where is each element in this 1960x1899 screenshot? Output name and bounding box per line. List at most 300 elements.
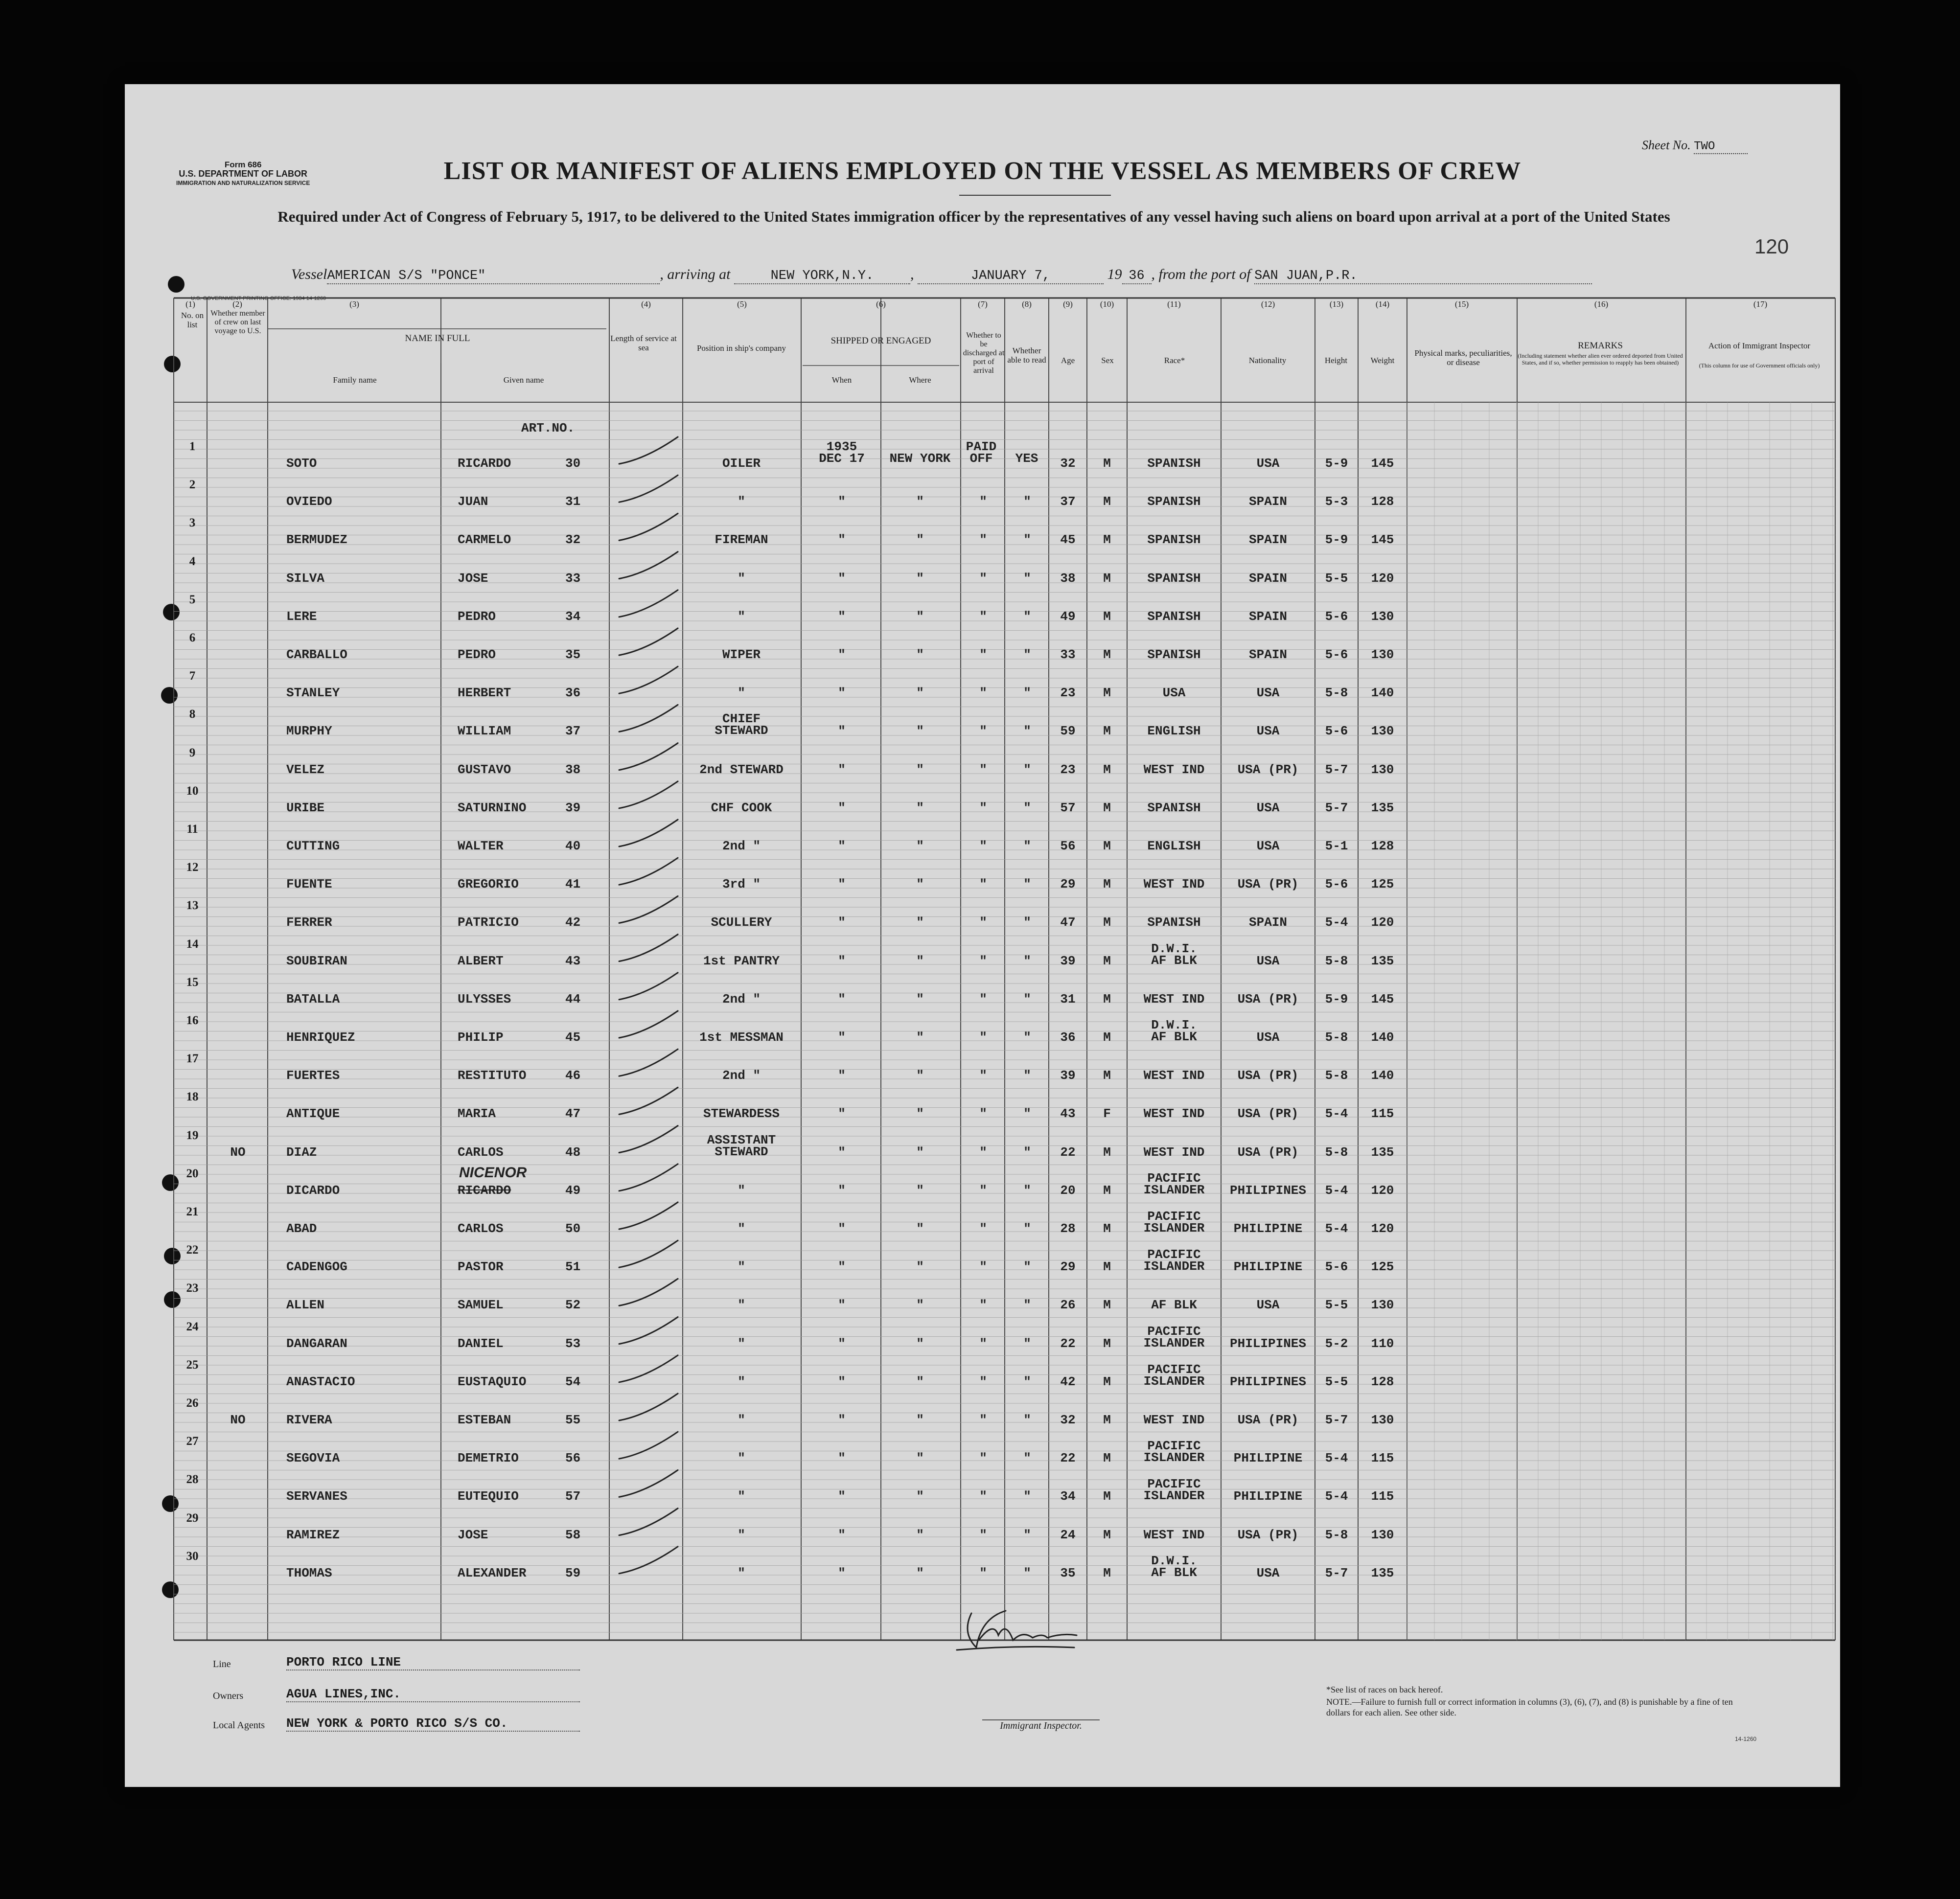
page-subtitle: Required under Act of Congress of February 5, 1917, to be delivered to the United States immigration officer by the representatives of any vessel having such aliens on board upon arrival at a port of the United States [277,208,1670,225]
family-name-cell: FERRER [286,915,332,930]
nationality-cell: USA (PR) [1237,762,1299,777]
discharge-cell: " [979,1221,987,1236]
service-tick-mark [619,705,678,732]
height-cell: 5-9 [1325,456,1348,471]
row-number: 9 [189,746,196,759]
art-no-cell: 56 [565,1451,581,1466]
race-cell: AF BLK [1151,953,1197,968]
owners-value: AGUA LINES,INC. [286,1687,580,1702]
column-number: (1) [185,299,195,309]
family-name-cell: STANLEY [286,686,340,701]
shipped-when-cell: " [838,571,846,586]
sex-cell: M [1103,724,1111,739]
shipped-where-cell: " [916,877,924,892]
service-tick-mark [619,1279,678,1305]
position-cell: " [738,571,745,586]
read-cell: " [1023,1451,1031,1466]
nationality-cell: PHILIPINES [1229,1183,1307,1198]
race-cell: WEST IND [1143,1527,1205,1542]
shipped-where-cell: " [916,1451,924,1466]
race-cell: PACIFIC [1147,1324,1201,1339]
discharge-off: OFF [969,451,993,466]
shipped-where-cell: " [916,1144,924,1160]
position-cell: FIREMAN [715,532,768,548]
row-number: 19 [186,1128,199,1142]
discharge-cell: " [979,494,987,509]
race-cell: SPANISH [1147,494,1201,509]
position-cell: " [738,1527,745,1542]
shipped-when-cell: " [838,647,846,662]
age-cell: 31 [1060,991,1076,1007]
height-cell: 5-4 [1325,1489,1348,1504]
weight-cell: 135 [1371,800,1394,815]
position-cell: " [738,686,745,701]
col-given-name-header: Given name [503,375,544,385]
age-cell: 20 [1060,1183,1076,1198]
art-no-cell: 41 [565,877,581,892]
col-discharge-header: Whether to be discharged at port of arrival [963,331,1005,375]
form-code: 14-1260 [1735,1736,1757,1742]
sex-cell: M [1103,762,1111,777]
inspector-label: Immigrant Inspector. [982,1719,1100,1732]
discharge-cell: " [979,800,987,815]
discharge-cell: " [979,877,987,892]
height-cell: 5-2 [1325,1336,1348,1351]
shipped-when-cell: " [838,1183,846,1198]
shipped-when-cell: " [838,1259,846,1275]
given-name-cell: DANIEL [458,1336,504,1351]
given-name-cell: GUSTAVO [458,762,511,777]
shipped-where-cell: " [916,1183,924,1198]
service-tick-mark [619,973,678,1000]
weight-cell: 120 [1371,571,1394,586]
row-number: 15 [186,975,199,989]
manifest-sheet [125,84,1840,1787]
position-cell: 2nd " [722,1068,761,1083]
given-name-cell: PATRICIO [458,915,519,930]
art-no-cell: 36 [565,686,581,701]
shipped-when-cell: " [838,1144,846,1160]
shipped-where-cell: " [916,1030,924,1045]
discharge-cell: " [979,839,987,853]
col-when-header: When [831,375,852,385]
position-cell: 2nd " [722,839,761,853]
race-cell: WEST IND [1143,1068,1205,1083]
weight-cell: 128 [1371,839,1394,853]
weight-cell: 128 [1371,494,1394,509]
position-cell: SCULLERY [711,915,772,930]
arriving-port: NEW YORK,N.Y. [734,269,910,284]
agents-value: NEW YORK & PORTO RICO S/S CO. [286,1716,580,1732]
row-number: 22 [186,1243,199,1257]
family-name-cell: DANGARAN [286,1336,347,1351]
nationality-cell: SPAIN [1248,915,1287,930]
column-number: (10) [1100,299,1114,309]
race-cell: SPANISH [1147,647,1201,662]
col-race-header: Race* [1164,356,1185,365]
nationality-cell: USA [1256,839,1280,853]
position-cell: 2nd STEWARD [699,762,784,777]
col-position-header: Position in ship's company [696,343,786,353]
sex-cell: M [1103,1527,1111,1542]
service-tick-mark [619,1470,678,1497]
height-cell: 5-6 [1325,647,1348,662]
position-cell: STEWARD [715,723,768,738]
shipped-when-cell: " [838,877,846,892]
able-to-read: YES [1015,451,1038,466]
nationality-cell: USA [1256,1298,1280,1313]
art-no-cell: 43 [565,953,581,968]
position-cell: " [738,1336,745,1351]
row-number: 14 [186,937,199,951]
sex-cell: M [1103,532,1111,548]
height-cell: 5-7 [1325,762,1348,777]
discharge-cell: " [979,571,987,586]
nationality-cell: PHILIPINE [1233,1451,1303,1466]
sheet-label: Sheet No. [1642,138,1691,152]
read-cell: " [1023,877,1031,892]
race-cell: D.W.I. [1151,1553,1197,1568]
height-cell: 5-8 [1325,1068,1348,1083]
service-tick-mark [619,896,678,923]
height-cell: 5-3 [1325,494,1348,509]
read-cell: " [1023,1106,1031,1121]
sex-cell: M [1103,647,1111,662]
discharge-cell: " [979,686,987,701]
read-cell: " [1023,1068,1031,1083]
column-number: (16) [1594,299,1609,309]
position-cell: STEWARD [715,1144,768,1159]
height-cell: 5-7 [1325,800,1348,815]
weight-cell: 145 [1371,991,1394,1007]
weight-cell: 120 [1371,915,1394,930]
nationality-cell: SPAIN [1248,571,1287,586]
art-no-cell: 30 [565,456,581,471]
art-no-cell: 59 [565,1565,581,1580]
weight-cell: 130 [1371,1298,1394,1313]
race-cell: SPANISH [1147,532,1201,548]
sex-cell: M [1103,1451,1111,1466]
agents-label: Local Agents [213,1720,265,1731]
family-name-cell: ANASTACIO [286,1374,355,1389]
row-number: 12 [186,861,199,874]
position-cell: OILER [722,456,761,471]
service-tick-mark [619,1087,678,1114]
age-cell: 56 [1060,839,1076,853]
given-name-cell: SAMUEL [458,1298,504,1313]
sex-cell: M [1103,953,1111,968]
position-cell: WIPER [722,647,761,662]
age-cell: 28 [1060,1221,1076,1236]
service-tick-mark [619,1126,678,1153]
race-cell: ENGLISH [1147,839,1201,853]
from-port: SAN JUAN,P.R. [1254,269,1592,284]
race-cell: SPANISH [1147,915,1201,930]
read-cell: " [1023,1413,1031,1427]
race-cell: AF BLK [1151,1565,1197,1580]
sex-cell: F [1103,1106,1111,1121]
art-no-cell: 50 [565,1221,581,1236]
service-tick-mark [619,628,678,655]
inspector-signature [957,1611,1077,1650]
read-cell: " [1023,1374,1031,1389]
position-cell: 2nd " [722,991,761,1007]
discharge-cell: " [979,1336,987,1351]
col-where-header: Where [909,375,931,385]
read-cell: " [1023,1336,1031,1351]
discharge-cell: " [979,1489,987,1504]
nationality-cell: USA (PR) [1237,1068,1299,1083]
race-cell: AF BLK [1151,1030,1197,1044]
age-cell: 32 [1060,1413,1076,1427]
nationality-cell: USA (PR) [1237,877,1299,892]
family-name-cell: FUERTES [286,1068,340,1083]
family-name-cell: ALLEN [286,1298,325,1313]
vessel-name: AMERICAN S/S "PONCE" [327,269,660,284]
family-name-cell: CARBALLO [286,647,347,662]
nationality-cell: USA (PR) [1237,1106,1299,1121]
given-name-cell: RICARDO [458,456,511,471]
department-name: U.S. DEPARTMENT OF LABOR [179,169,307,179]
service-tick-mark [619,1547,678,1574]
nationality-cell: PHILIPINE [1233,1259,1303,1275]
weight-cell: 125 [1371,1259,1394,1275]
art-no-cell: 31 [565,494,581,509]
family-name-cell: DIAZ [286,1144,317,1160]
height-cell: 5-6 [1325,877,1348,892]
nationality-cell: SPAIN [1248,647,1287,662]
position-cell: " [738,1451,745,1466]
read-cell: " [1023,1221,1031,1236]
weight-cell: 110 [1371,1336,1394,1351]
discharge-cell: " [979,1298,987,1313]
given-name-cell: PEDRO [458,647,496,662]
art-no-cell: 54 [565,1374,581,1389]
from-label: , from the port of [1151,266,1251,282]
read-cell: " [1023,800,1031,815]
service-tick-mark [619,590,678,617]
service-tick-mark [619,513,678,540]
row-number: 1 [189,440,196,453]
given-name-cell: CARLOS [458,1221,504,1236]
weight-cell: 140 [1371,686,1394,701]
column-number: (14) [1375,299,1390,309]
row-number: 23 [186,1281,199,1295]
height-cell: 5-5 [1325,571,1348,586]
shipped-when-cell: " [838,1451,846,1466]
col-remarks-note: (Including statement whether alien ever ordered deported from United States, and if so, whether permission to reapply has been obtained) [1518,352,1683,366]
sex-cell: M [1103,571,1111,586]
nationality-cell: PHILIPINES [1229,1374,1307,1389]
read-cell: " [1023,762,1031,777]
weight-cell: 130 [1371,1413,1394,1427]
age-cell: 22 [1060,1451,1076,1466]
family-name-cell: HENRIQUEZ [286,1030,355,1045]
nationality-cell: PHILIPINE [1233,1221,1303,1236]
sex-cell: M [1103,456,1111,471]
shipped-when-cell: " [838,494,846,509]
read-cell: " [1023,609,1031,624]
shipped-where-cell: " [916,953,924,968]
nationality-cell: USA (PR) [1237,1413,1299,1427]
row-number: 10 [186,784,199,798]
age-cell: 49 [1060,609,1076,624]
shipped-where-cell: " [916,800,924,815]
family-name-cell: BATALLA [286,991,340,1007]
shipped-where-cell: " [916,647,924,662]
col-sex-header: Sex [1101,356,1114,365]
shipped-when-cell: " [838,532,846,548]
row-number: 20 [186,1167,199,1180]
age-cell: 36 [1060,1030,1076,1045]
shipped-where-cell: " [916,1259,924,1275]
read-cell: " [1023,724,1031,739]
shipped-where-cell: " [916,762,924,777]
age-cell: 43 [1060,1106,1076,1121]
column-number: (9) [1063,299,1073,309]
column-number: (5) [737,299,747,309]
art-no-cell: 42 [565,915,581,930]
height-cell: 5-4 [1325,1451,1348,1466]
race-cell: ISLANDER [1143,1450,1205,1465]
family-name-cell: CUTTING [286,839,340,853]
vessel-line: VesselAMERICAN S/S "PONCE" , arriving at NEW YORK,N.Y. , JANUARY 7, 19 36 , from the port of SAN JUAN,P.R. [291,266,1592,284]
nationality-cell: USA [1256,686,1280,701]
column-number: (3) [349,299,359,309]
shipped-when-cell: " [838,762,846,777]
service-tick-mark [619,1432,678,1459]
discharge-cell: " [979,991,987,1007]
position-cell: " [738,494,745,509]
art-no-cell: 40 [565,839,581,853]
given-name-cell: EUSTAQUIO [458,1374,527,1389]
arrival-date: JANUARY 7, [918,269,1104,284]
discharge-cell: " [979,1259,987,1275]
row-number: 7 [189,669,196,683]
shipped-when-date: DEC 17 [819,451,865,466]
discharge-cell: " [979,1413,987,1427]
art-no-cell: 58 [565,1527,581,1542]
shipped-when-cell: " [838,1221,846,1236]
age-cell: 39 [1060,1068,1076,1083]
sex-cell: M [1103,1374,1111,1389]
nationality-cell: PHILIPINE [1233,1489,1303,1504]
age-cell: 37 [1060,494,1076,509]
owners-label: Owners [213,1691,244,1701]
sex-cell: M [1103,1030,1111,1045]
height-cell: 5-6 [1325,1259,1348,1275]
shipped-where-cell: " [916,1336,924,1351]
shipped-where-cell: " [916,991,924,1007]
weight-cell: 115 [1371,1106,1394,1121]
prev-voyage-cell: NO [230,1413,246,1427]
column-number: (15) [1454,299,1469,309]
height-cell: 5-7 [1325,1565,1348,1580]
position-cell: " [738,1221,745,1236]
nationality-cell: SPAIN [1248,532,1287,548]
race-cell: WEST IND [1143,991,1205,1007]
shipped-when-cell: " [838,609,846,624]
family-name-cell: SILVA [286,571,325,586]
art-no-cell: 39 [565,800,581,815]
position-cell: CHF COOK [711,800,772,815]
given-name-cell: JOSE [458,1527,488,1542]
age-cell: 22 [1060,1144,1076,1160]
discharge-cell: " [979,1527,987,1542]
race-cell: ISLANDER [1143,1373,1205,1389]
race-cell: PACIFIC [1147,1209,1201,1224]
row-number: 16 [186,1014,199,1027]
art-no-cell: 53 [565,1336,581,1351]
weight-cell: 135 [1371,1565,1394,1580]
column-number: (17) [1753,299,1768,309]
given-name-cell: WILLIAM [458,724,511,739]
read-cell: " [1023,1298,1031,1313]
column-number: (6) [876,299,886,309]
row-number: 29 [186,1511,199,1525]
note-text: —Failure to furnish full or correct information in columns (3), (6), (7), and (8) is punishable by a fine of ten dollars for each alien. See other side. [1326,1697,1733,1717]
height-cell: 5-8 [1325,1144,1348,1160]
discharge-cell: " [979,1030,987,1045]
read-cell: " [1023,532,1031,548]
height-cell: 5-4 [1325,1183,1348,1198]
given-name-cell: JOSE [458,571,488,586]
height-cell: 5-6 [1325,724,1348,739]
column-number: (2) [232,299,242,309]
shipped-when-cell: " [838,839,846,853]
service-tick-mark [619,1394,678,1420]
col-action-header: Action of Immigrant Inspector [1708,341,1811,350]
art-no-cell: 52 [565,1298,581,1313]
read-cell: " [1023,1527,1031,1542]
read-cell: " [1023,571,1031,586]
discharge-cell: " [979,609,987,624]
given-name-cell: JUAN [458,494,488,509]
art-no-cell: 47 [565,1106,581,1121]
art-no-cell: 49 [565,1183,581,1198]
race-cell: SPANISH [1147,456,1201,471]
col-name-header: NAME IN FULL [405,333,470,343]
height-cell: 5-4 [1325,1221,1348,1236]
nationality-cell: USA [1256,1565,1280,1580]
col-height-header: Height [1324,356,1348,365]
age-cell: 26 [1060,1298,1076,1313]
nationality-cell: USA [1256,1030,1280,1045]
sex-cell: M [1103,839,1111,853]
nationality-cell: USA [1256,724,1280,739]
family-name-cell: SOUBIRAN [286,953,347,968]
weight-cell: 145 [1371,456,1394,471]
age-cell: 29 [1060,877,1076,892]
nationality-cell: USA (PR) [1237,1144,1299,1160]
read-cell: " [1023,494,1031,509]
shipped-when-cell: " [838,1565,846,1580]
col-no-header: No. on list [181,311,204,329]
race-cell: PACIFIC [1147,1362,1201,1377]
family-name-cell: CADENGOG [286,1259,347,1275]
sex-cell: M [1103,877,1111,892]
year-prefix: 19 [1107,266,1122,282]
col-shipped-header: SHIPPED OR ENGAGED [830,336,931,346]
service-tick-mark [619,820,678,847]
weight-cell: 115 [1371,1451,1394,1466]
art-no-cell: 55 [565,1413,581,1427]
col-read-header: Whether able to read [1007,346,1046,365]
discharge-cell: " [979,1565,987,1580]
weight-cell: 128 [1371,1374,1394,1389]
shipped-where-cell: " [916,724,924,739]
art-no-cell: 34 [565,609,581,624]
